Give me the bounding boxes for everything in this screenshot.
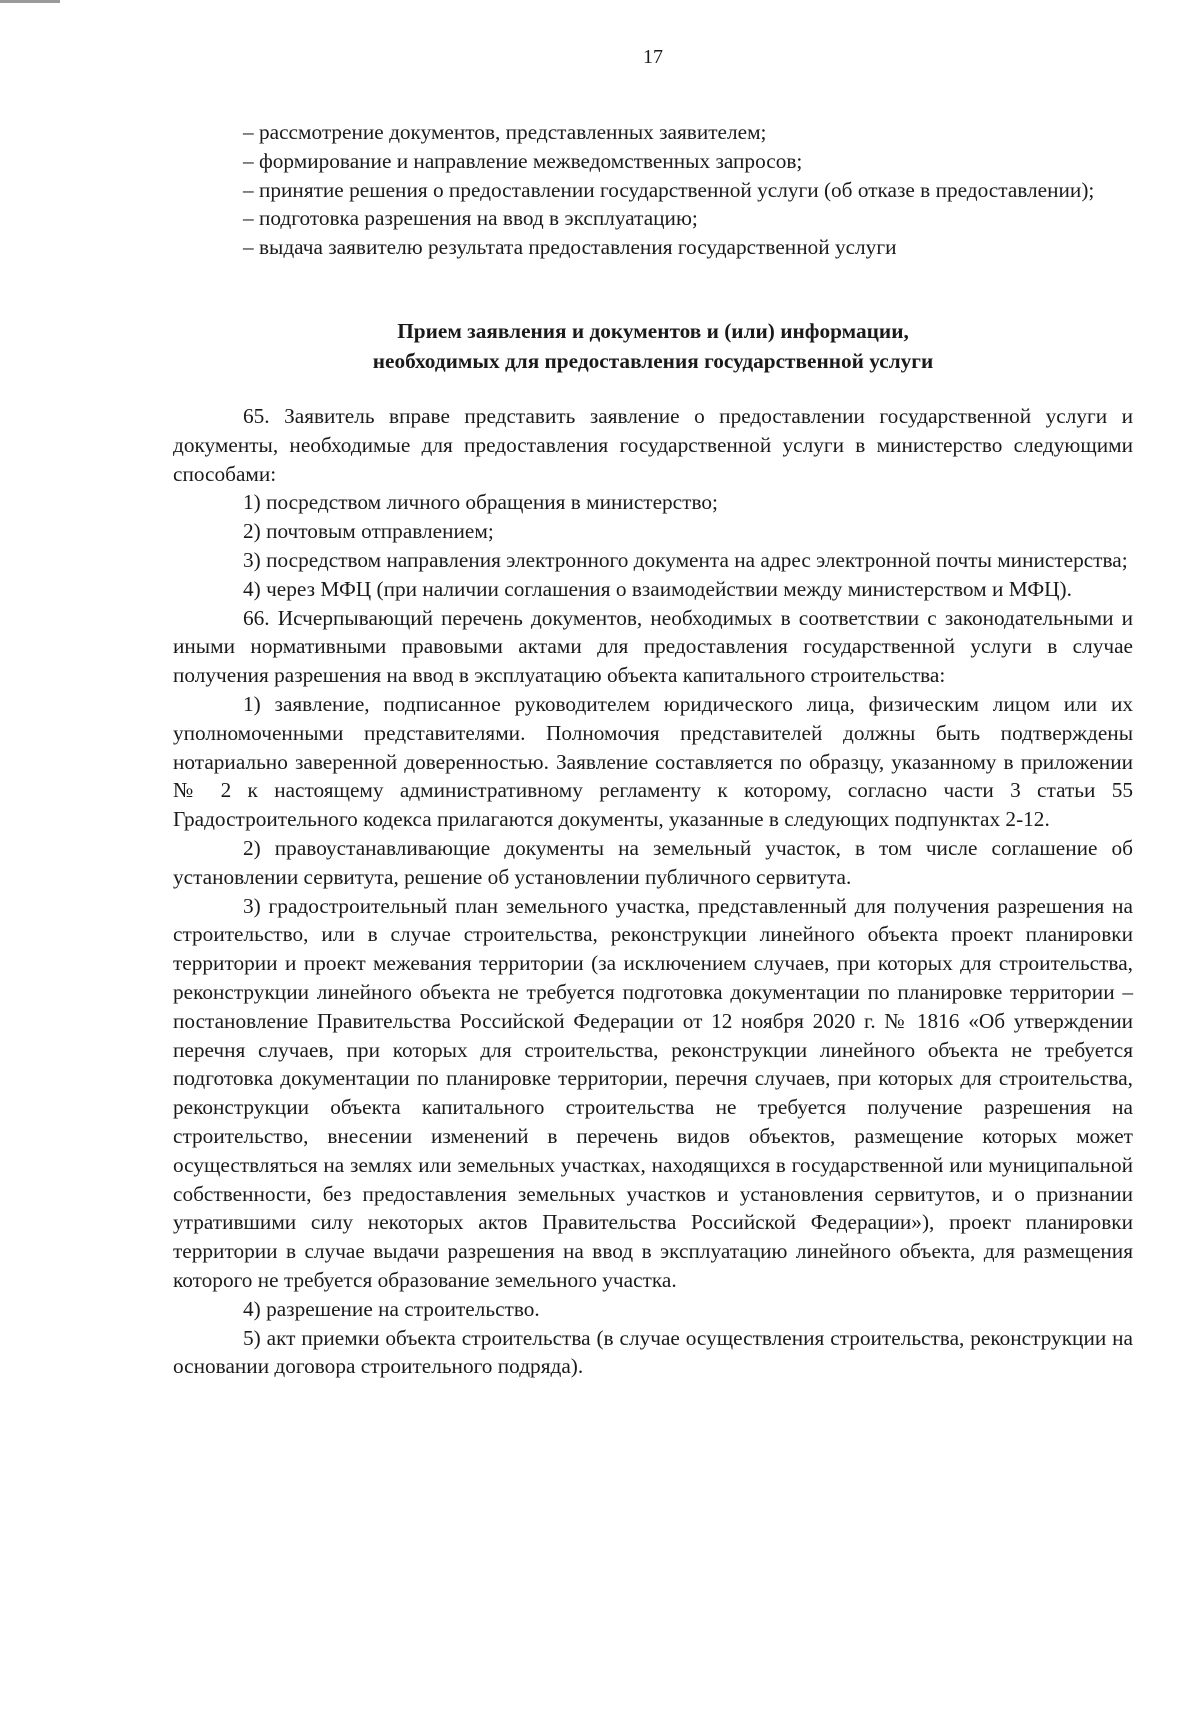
list-item: 4) через МФЦ (при наличии соглашения о взаимодействии между министерством и МФЦ). — [243, 576, 1072, 601]
paragraph-66: 66. Исчерпывающий перечень документов, необходимых в соответствии с законодательными и иными нормативными правовыми актами для предоставления государственной услуги в случае получения разрешения на ввод в эксплуатацию объекта капитального строительства: — [173, 605, 1133, 688]
list-item: – формирование и направление межведомственных запросов; — [243, 148, 803, 173]
document-body — [173, 402, 1133, 1381]
list-item: – подготовка разрешения на ввод в эксплуатацию; — [243, 206, 698, 231]
list-item: 2) правоустанавливающие документы на земельный участок, в том числе соглашение об установлении сервитута, решение об установлении публичного сервитута. — [173, 835, 1133, 889]
paragraph-65: 65. Заявитель вправе представить заявление о предоставлении государственной услуги и документы, необходимые для предоставления государственной услуги в министерство следующими способами: — [173, 404, 1133, 486]
procedure-list — [173, 118, 1133, 262]
section-heading — [173, 316, 1133, 376]
list-item: 5) акт приемки объекта строительства (в случае осуществления строительства, реконструкции на основании договора строительного подряда). — [173, 1325, 1133, 1379]
list-item: 1) посредством личного обращения в министерство; — [243, 490, 718, 515]
list-item: 2) почтовым отправлением; — [243, 519, 494, 544]
list-item: 3) посредством направления электронного документа на адрес электронной почты министерства; — [243, 547, 1128, 572]
section-heading-line: Прием заявления и документов и (или) информации, — [397, 319, 909, 343]
list-item: 3) градостроительный план земельного участка, представленный для получения разрешения на строительство, или в случае строительства, реконструкции линейного объекта проект планировки территории и проект межевания территории (за исключением случаев, при которых для строительства, реконструкции линейного объекта не требуется подготовка документации по планировке территории – постановление Правительства Российской Федерации от 12 ноября 2020 г. № 1816 «Об утверждении перечня случаев, при которых для строительства, реконструкции линейного объекта не требуется подготовка документации по планировке территории, перечня случаев, при которых для строительства, реконструкции объекта капитального строительства не требуется получение разрешения на строительство, внесении изменений в перечень видов объектов, размещение которых может осуществляться на землях или земельных участках, находящихся в государственной или муниципальной собственности, без предоставления земельных участков и установления сервитутов, и о признании утратившими силу некоторых актов Правительства Российской Федерации»), проект планировки территории в случае выдачи разрешения на ввод в эксплуатацию линейного объекта, для размещения которого не требуется образование земельного участка. — [173, 893, 1133, 1292]
section-heading-line: необходимых для предоставления государственной услуги — [372, 349, 934, 373]
list-item: – принятие решения о предоставлении государственной услуги (об отказе в предоставлении); — [243, 177, 1095, 202]
page-number: 17 — [643, 46, 663, 68]
list-item: 1) заявление, подписанное руководителем юридического лица, физическим лицом или их уполномоченными представителями. Полномочия представителей должны быть подтверждены нотариально заверенной доверенностью. Заявление составляется по образцу, указанному в приложении № 2 к настоящему административному регламенту к которому, согласно части 3 статьи 55 Градостроительного кодекса прилагаются документы, указанные в следующих подпунктах 2-12. — [173, 691, 1133, 832]
scan-edge-mark — [0, 0, 60, 3]
list-item: – рассмотрение документов, представленных заявителем; — [243, 120, 767, 144]
list-item: 4) разрешение на строительство. — [243, 1296, 540, 1321]
list-item: – выдача заявителю результата предоставления государственной услуги — [243, 235, 897, 260]
